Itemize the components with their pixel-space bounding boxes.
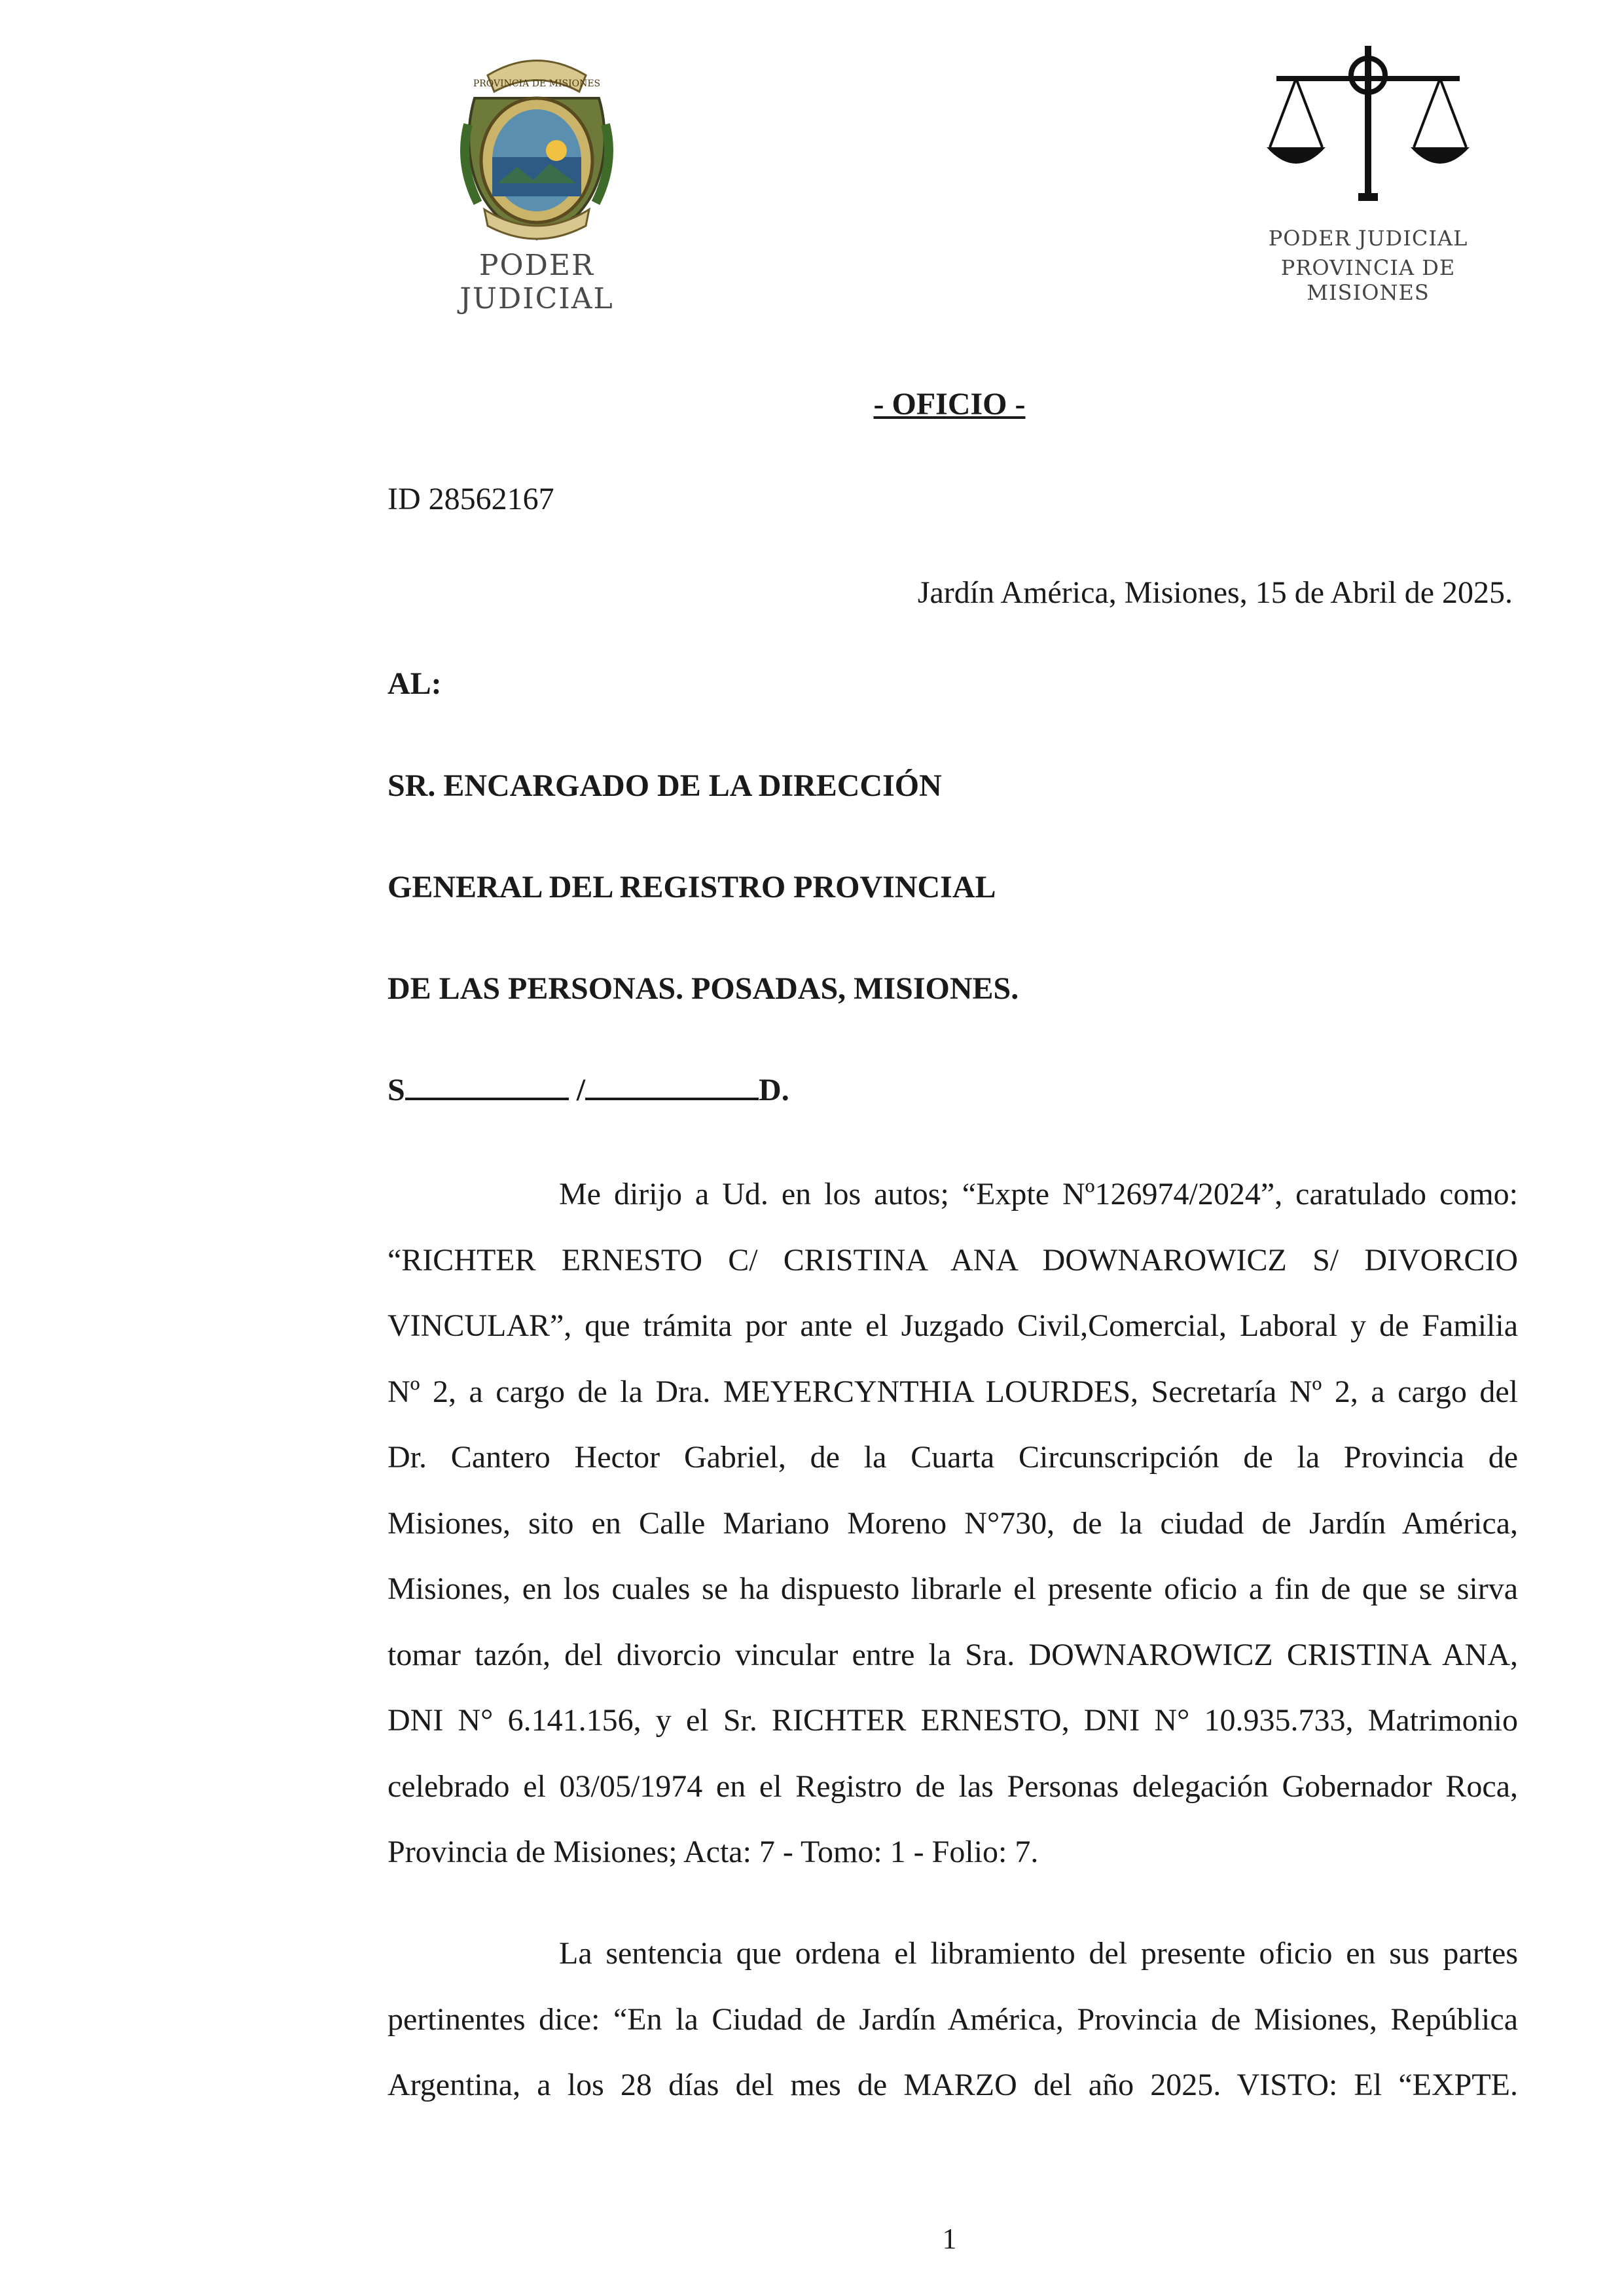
scales-of-justice-icon [1257, 39, 1479, 216]
paragraph-line: Argentina, a los 28 días del mes de MARZO del año 2025. VISTO: El “EXPTE. [388, 2068, 1518, 2102]
provincia-right-caption: PROVINCIA DE MISIONES [1280, 255, 1456, 305]
sd-d: D. [759, 1073, 789, 1107]
provincia-de-misiones-seal-icon [458, 52, 615, 242]
svg-text:PROVINCIA DE MISIONES: PROVINCIA DE MISIONES [473, 79, 601, 89]
sd-s: S [388, 1073, 405, 1107]
addressee-line-3: DE LAS PERSONAS. POSADAS, MISIONES. [388, 971, 1019, 1006]
poder-judicial-logo-left [399, 52, 674, 315]
place-date: Jardín América, Misiones, 15 de Abril de 2025. [917, 575, 1513, 610]
addressee-al: AL: [388, 666, 442, 701]
paragraph-line: DNI N° 6.141.156, y el Sr. RICHTER ERNESTO, DNI N° 10.935.733, Matrimonio [388, 1703, 1518, 1738]
paragraph-line: pertinentes dice: “En la Ciudad de Jardín América, Provincia de Misiones, República [388, 2001, 1518, 2037]
paragraph-line: Misiones, en los cuales se ha dispuesto librarle el presente oficio a fin de que se sirva [388, 1571, 1518, 1606]
body-paragraph-1 [388, 1162, 1518, 1886]
paragraph-line: Nº 2, a cargo de la Dra. MEYERCYNTHIA LOURDES, Secretaría Nº 2, a cargo del [388, 1374, 1518, 1409]
poder-judicial-left-caption: PODER JUDICIAL [460, 249, 614, 315]
poder-judicial-logo-right [1218, 39, 1519, 305]
document-title: - OFICIO - [873, 387, 1026, 422]
paragraph-line: VINCULAR”, que trámita por ante el Juzgado Civil,Comercial, Laboral y de Familia [388, 1308, 1518, 1343]
sd-blank-2 [585, 1071, 759, 1100]
document-id: ID 28562167 [388, 482, 554, 516]
body-paragraph-2 [388, 1921, 1518, 2119]
paragraph-line: Dr. Cantero Hector Gabriel, de la Cuarta Circunscripción de la Provincia de [388, 1440, 1518, 1475]
paragraph-line: tomar tazón, del divorcio vincular entre la Sra. DOWNAROWICZ CRISTINA ANA, [388, 1637, 1518, 1672]
sd-slash: / [576, 1073, 586, 1107]
addressee-line-1: SR. ENCARGADO DE LA DIRECCIÓN [388, 768, 942, 803]
paragraph-line: Me dirijo a Ud. en los autos; “Expte Nº126974/2024”, caratulado como: [559, 1177, 1518, 1211]
poder-judicial-right-caption: PODER JUDICIAL [1268, 226, 1468, 251]
paragraph-line: “RICHTER ERNESTO C/ CRISTINA ANA DOWNAROWICZ S/ DIVORCIO [388, 1242, 1518, 1278]
sd-salutation [388, 1071, 789, 1108]
page-number: 1 [942, 2223, 957, 2255]
paragraph-line: La sentencia que ordena el libramiento del presente oficio en sus partes [559, 1936, 1518, 1971]
paragraph-line: Provincia de Misiones; Acta: 7 - Tomo: 1 - Folio: 7. [388, 1835, 1039, 1869]
paragraph-line: celebrado el 03/05/1974 en el Registro de las Personas delegación Gobernador Roca, [388, 1768, 1518, 1804]
sd-blank-1 [405, 1071, 569, 1100]
addressee-line-2: GENERAL DEL REGISTRO PROVINCIAL [388, 870, 996, 905]
paragraph-line: Misiones, sito en Calle Mariano Moreno N°730, de la ciudad de Jardín América, [388, 1505, 1518, 1541]
